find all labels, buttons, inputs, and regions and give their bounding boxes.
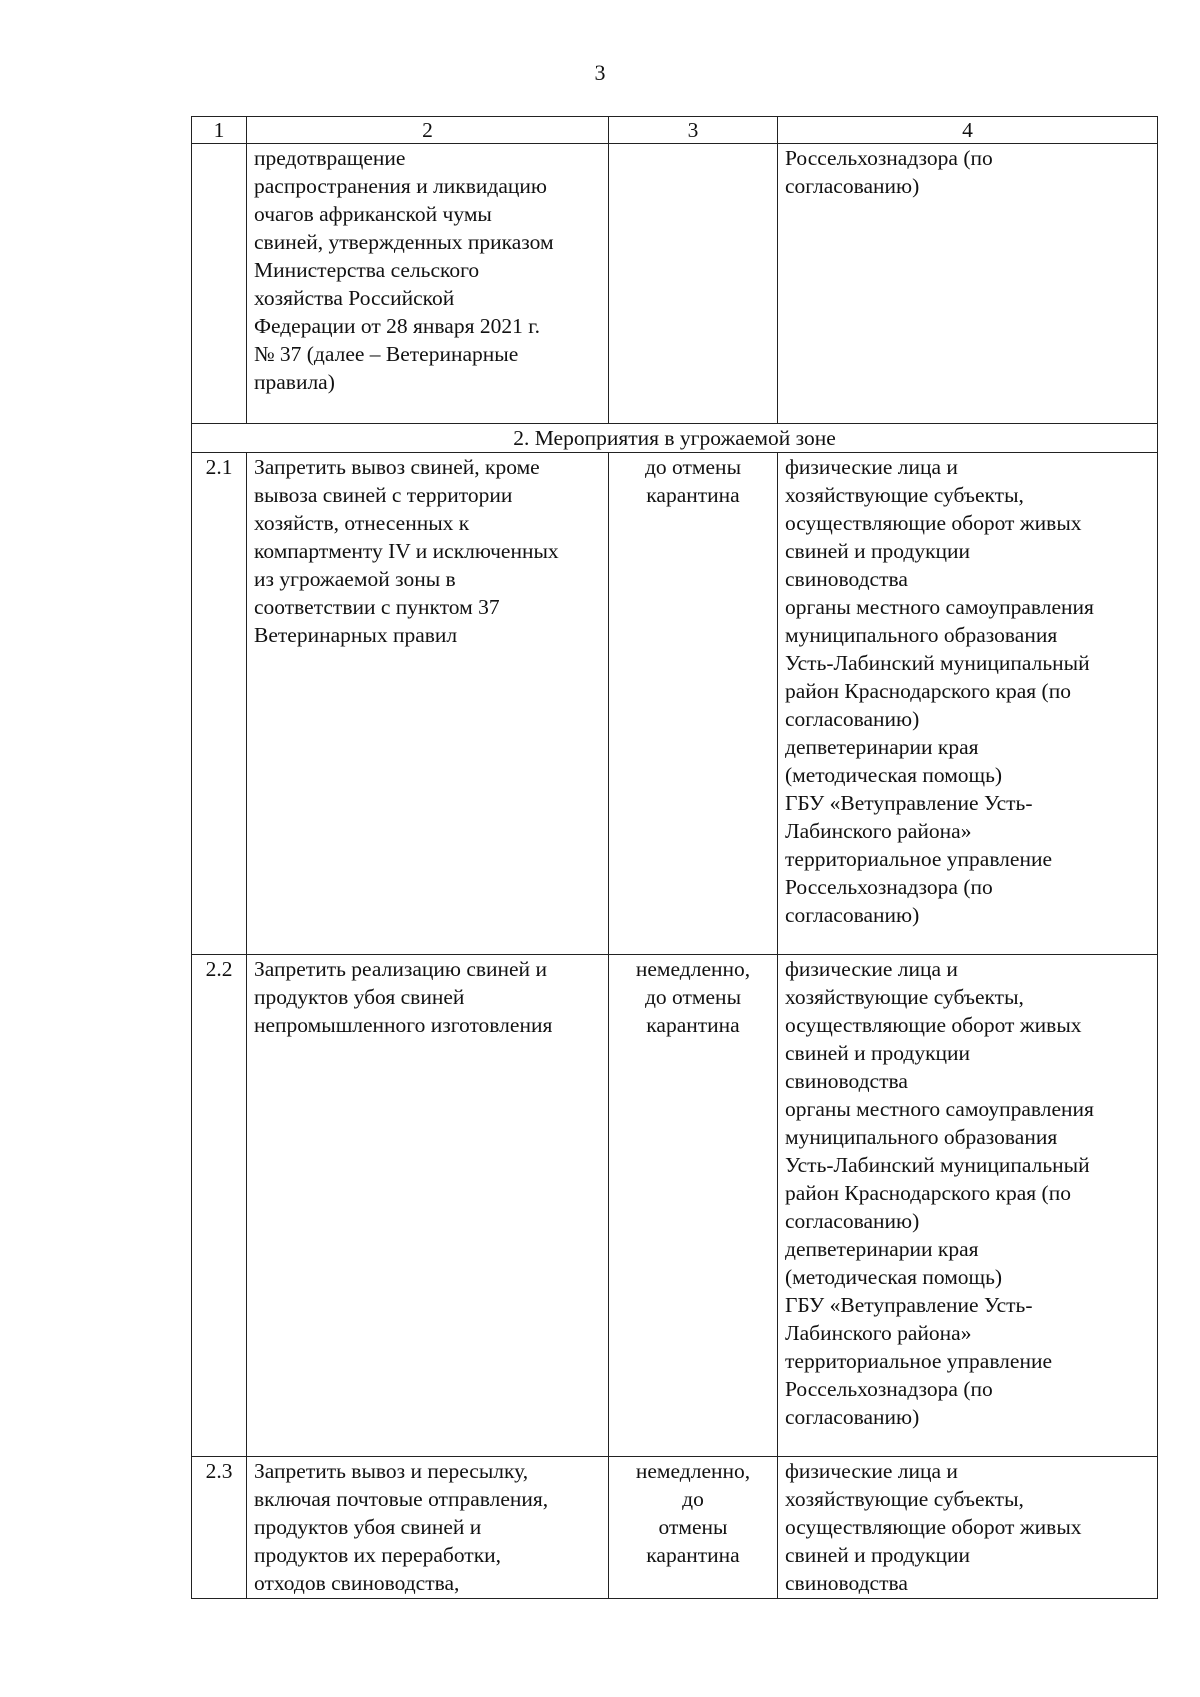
row-responsible: физические лица и хозяйствующие субъекты, осуществляющие оборот живых свиней и продукции свиноводства органы местного самоуправления муниципального образования Усть-Лабинский муниципальный район Краснодарского края (по согласованию) депветеринарии края (методическая помощь) ГБУ «Ветуправление Усть- Лабинского района» территориальное управление Россельхознадзора (по согласованию) bbox=[778, 955, 1158, 1457]
continuation-term bbox=[609, 144, 778, 424]
section-title: 2. Мероприятия в угрожаемой зоне bbox=[192, 424, 1158, 453]
continuation-responsible: Россельхознадзора (по согласованию) bbox=[778, 144, 1158, 424]
page-number: 3 bbox=[594, 60, 606, 85]
table-row bbox=[192, 1457, 1158, 1599]
row-measure: Запретить вывоз свиней, кроме вывоза свиней с территории хозяйств, отнесенных к компартменту IV и исключенных из угрожаемой зоны в соответствии с пунктом 37 Ветеринарных правил bbox=[247, 453, 609, 955]
continuation-num bbox=[192, 144, 247, 424]
row-number: 2.3 bbox=[192, 1457, 247, 1599]
row-term: немедленно, до отмены карантина bbox=[609, 1457, 778, 1599]
row-measure: Запретить вывоз и пересылку, включая почтовые отправления, продуктов убоя свиней и продуктов их переработки, отходов свиноводства, bbox=[247, 1457, 609, 1599]
header-col-2: 2 bbox=[247, 117, 609, 144]
continuation-row bbox=[192, 144, 1158, 424]
table-row bbox=[192, 453, 1158, 955]
row-responsible: физические лица и хозяйствующие субъекты, осуществляющие оборот живых свиней и продукции свиноводства bbox=[778, 1457, 1158, 1599]
continuation-measure: предотвращение распространения и ликвидацию очагов африканской чумы свиней, утвержденных приказом Министерства сельского хозяйства Российской Федерации от 28 января 2021 г. № 37 (далее – Ветеринарные правила) bbox=[247, 144, 609, 424]
section-row bbox=[192, 424, 1158, 453]
header-row bbox=[192, 117, 1158, 144]
row-term: до отмены карантина bbox=[609, 453, 778, 955]
header-col-3: 3 bbox=[609, 117, 778, 144]
row-number: 2.2 bbox=[192, 955, 247, 1457]
row-term: немедленно, до отмены карантина bbox=[609, 955, 778, 1457]
row-measure: Запретить реализацию свиней и продуктов убоя свиней непромышленного изготовления bbox=[247, 955, 609, 1457]
measures-table bbox=[191, 116, 1158, 1599]
row-number: 2.1 bbox=[192, 453, 247, 955]
row-responsible: физические лица и хозяйствующие субъекты, осуществляющие оборот живых свиней и продукции свиноводства органы местного самоуправления муниципального образования Усть-Лабинский муниципальный район Краснодарского края (по согласованию) депветеринарии края (методическая помощь) ГБУ «Ветуправление Усть- Лабинского района» территориальное управление Россельхознадзора (по согласованию) bbox=[778, 453, 1158, 955]
header-col-1: 1 bbox=[192, 117, 247, 144]
header-col-4: 4 bbox=[778, 117, 1158, 144]
table-row bbox=[192, 955, 1158, 1457]
